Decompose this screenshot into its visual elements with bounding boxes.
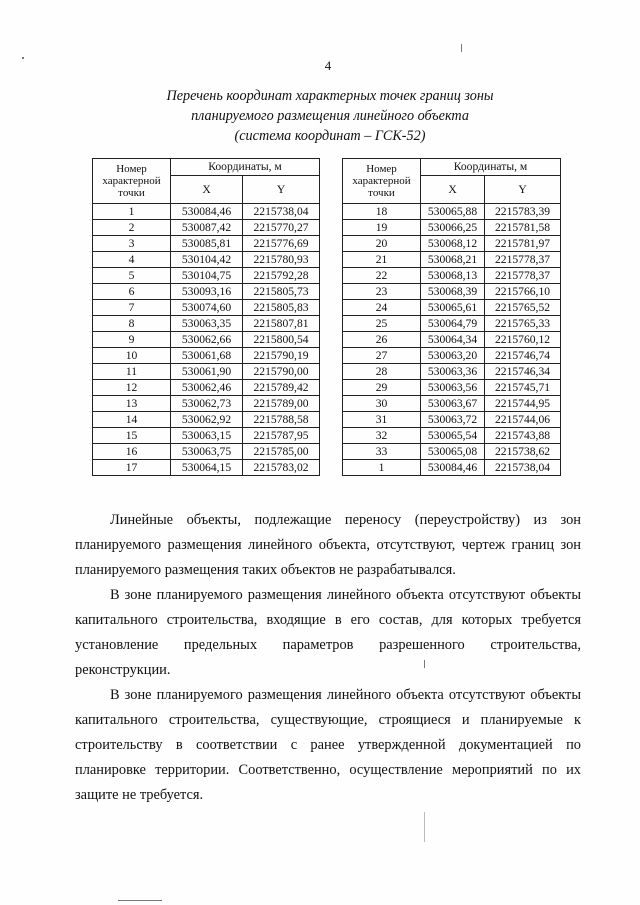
title-line-2: планируемого размещения линейного объекта <box>191 108 469 124</box>
point-number-cell: 26 <box>343 332 421 348</box>
table-row <box>93 364 320 380</box>
table-row <box>343 220 561 236</box>
y-coordinate-cell: 2215789,42 <box>243 380 320 396</box>
x-coordinate-cell: 530087,42 <box>171 220 243 236</box>
point-number-cell: 3 <box>93 236 171 252</box>
point-number-cell: 10 <box>93 348 171 364</box>
table-row <box>93 204 320 220</box>
y-coordinate-cell: 2215760,12 <box>485 332 561 348</box>
scan-mark <box>461 44 462 52</box>
page-number: 4 <box>324 58 332 73</box>
paragraph-capital-construction <box>75 583 581 683</box>
header-y: Y <box>485 176 561 204</box>
point-number-cell: 7 <box>93 300 171 316</box>
table-row <box>93 268 320 284</box>
point-number-cell: 5 <box>93 268 171 284</box>
point-number-cell: 29 <box>343 380 421 396</box>
y-coordinate-cell: 2215738,62 <box>485 444 561 460</box>
point-number-cell: 25 <box>343 316 421 332</box>
header-coordinates: Координаты, м <box>171 159 320 176</box>
y-coordinate-cell: 2215789,00 <box>243 396 320 412</box>
table-row <box>93 220 320 236</box>
y-coordinate-cell: 2215792,28 <box>243 268 320 284</box>
x-coordinate-cell: 530104,42 <box>171 252 243 268</box>
x-coordinate-cell: 530084,46 <box>171 204 243 220</box>
y-coordinate-cell: 2215805,73 <box>243 284 320 300</box>
x-coordinate-cell: 530061,68 <box>171 348 243 364</box>
point-number-cell: 22 <box>343 268 421 284</box>
x-coordinate-cell: 530064,79 <box>421 316 485 332</box>
x-coordinate-cell: 530065,88 <box>421 204 485 220</box>
x-coordinate-cell: 530062,73 <box>171 396 243 412</box>
y-coordinate-cell: 2215778,37 <box>485 252 561 268</box>
table-row <box>343 332 561 348</box>
y-coordinate-cell: 2215783,39 <box>485 204 561 220</box>
paragraph-protection-measures <box>75 683 581 808</box>
title-line-3: (система координат – ГСК-52) <box>234 128 426 144</box>
paragraph-text: В зоне планируемого размещения линейного объекта отсутствуют объекты капитального строительства, входящие в его состав, для которых требуется установление предельных параметров разрешенного строительства, реконструкции. <box>75 587 581 678</box>
header-x: X <box>421 176 485 204</box>
point-number-cell: 1 <box>93 204 171 220</box>
x-coordinate-cell: 530064,15 <box>171 460 243 476</box>
point-number-cell: 23 <box>343 284 421 300</box>
table-row <box>343 348 561 364</box>
table-row <box>93 428 320 444</box>
x-coordinate-cell: 530063,15 <box>171 428 243 444</box>
table-row <box>93 396 320 412</box>
table-row <box>93 460 320 476</box>
point-number-cell: 27 <box>343 348 421 364</box>
point-number-cell: 18 <box>343 204 421 220</box>
table-row <box>343 412 561 428</box>
table-row <box>343 252 561 268</box>
point-number-cell: 1 <box>343 460 421 476</box>
point-number-cell: 21 <box>343 252 421 268</box>
table-row <box>93 284 320 300</box>
x-coordinate-cell: 530063,56 <box>421 380 485 396</box>
point-number-cell: 28 <box>343 364 421 380</box>
table-row <box>93 380 320 396</box>
y-coordinate-cell: 2215746,74 <box>485 348 561 364</box>
point-number-cell: 2 <box>93 220 171 236</box>
point-number-cell: 24 <box>343 300 421 316</box>
x-coordinate-cell: 530062,46 <box>171 380 243 396</box>
table-row <box>343 428 561 444</box>
y-coordinate-cell: 2215778,37 <box>485 268 561 284</box>
header-x: X <box>171 176 243 204</box>
point-number-cell: 4 <box>93 252 171 268</box>
point-number-cell: 20 <box>343 236 421 252</box>
y-coordinate-cell: 2215788,58 <box>243 412 320 428</box>
y-coordinate-cell: 2215738,04 <box>485 460 561 476</box>
x-coordinate-cell: 530065,61 <box>421 300 485 316</box>
y-coordinate-cell: 2215738,04 <box>243 204 320 220</box>
y-coordinate-cell: 2215790,00 <box>243 364 320 380</box>
point-number-cell: 31 <box>343 412 421 428</box>
point-number-cell: 19 <box>343 220 421 236</box>
x-coordinate-cell: 530074,60 <box>171 300 243 316</box>
scan-mark <box>424 812 425 842</box>
table-row <box>93 236 320 252</box>
x-coordinate-cell: 530093,16 <box>171 284 243 300</box>
x-coordinate-cell: 530068,13 <box>421 268 485 284</box>
y-coordinate-cell: 2215780,93 <box>243 252 320 268</box>
paragraph-text: Линейные объекты, подлежащие переносу (переустройству) из зон планируемого размещения линейного объекта, отсутствуют, чертеж границ зон планируемого размещения таких объектов не разрабатывался. <box>75 512 581 578</box>
table-row <box>343 316 561 332</box>
y-coordinate-cell: 2215746,34 <box>485 364 561 380</box>
point-number-cell: 12 <box>93 380 171 396</box>
x-coordinate-cell: 530104,75 <box>171 268 243 284</box>
table-row <box>343 284 561 300</box>
table-row <box>93 444 320 460</box>
x-coordinate-cell: 530063,72 <box>421 412 485 428</box>
scan-mark <box>22 57 24 59</box>
x-coordinate-cell: 530061,90 <box>171 364 243 380</box>
y-coordinate-cell: 2215743,88 <box>485 428 561 444</box>
y-coordinate-cell: 2215744,95 <box>485 396 561 412</box>
point-number-cell: 17 <box>93 460 171 476</box>
point-number-cell: 30 <box>343 396 421 412</box>
x-coordinate-cell: 530068,12 <box>421 236 485 252</box>
scan-mark <box>424 660 425 668</box>
point-number-cell: 32 <box>343 428 421 444</box>
table-row <box>343 460 561 476</box>
table-row <box>93 348 320 364</box>
table-row <box>343 236 561 252</box>
y-coordinate-cell: 2215765,52 <box>485 300 561 316</box>
header-coordinates: Координаты, м <box>421 159 561 176</box>
x-coordinate-cell: 530064,34 <box>421 332 485 348</box>
x-coordinate-cell: 530066,25 <box>421 220 485 236</box>
x-coordinate-cell: 530063,20 <box>421 348 485 364</box>
scan-mark <box>118 900 162 901</box>
point-number-cell: 15 <box>93 428 171 444</box>
point-number-cell: 16 <box>93 444 171 460</box>
x-coordinate-cell: 530063,36 <box>421 364 485 380</box>
table-row <box>93 412 320 428</box>
y-coordinate-cell: 2215776,69 <box>243 236 320 252</box>
x-coordinate-cell: 530063,67 <box>421 396 485 412</box>
x-coordinate-cell: 530068,39 <box>421 284 485 300</box>
page-title <box>100 86 560 146</box>
y-coordinate-cell: 2215745,71 <box>485 380 561 396</box>
x-coordinate-cell: 530065,54 <box>421 428 485 444</box>
point-number-cell: 8 <box>93 316 171 332</box>
coordinates-table-right <box>342 158 561 476</box>
y-coordinate-cell: 2215785,00 <box>243 444 320 460</box>
point-number-cell: 9 <box>93 332 171 348</box>
table-row <box>343 204 561 220</box>
y-coordinate-cell: 2215807,81 <box>243 316 320 332</box>
paragraph-text: В зоне планируемого размещения линейного объекта отсутствуют объекты капитального строительства, существующие, строящиеся и планируемые к строительству в соответствии с ранее утвержденной документацией по планировке территории. Соответственно, осуществление мероприятий по их защите не требуется. <box>75 687 581 803</box>
y-coordinate-cell: 2215781,58 <box>485 220 561 236</box>
table-row <box>343 300 561 316</box>
table-row <box>343 380 561 396</box>
y-coordinate-cell: 2215766,10 <box>485 284 561 300</box>
point-number-cell: 11 <box>93 364 171 380</box>
y-coordinate-cell: 2215744,06 <box>485 412 561 428</box>
title-line-1: Перечень координат характерных точек границ зоны <box>166 88 494 104</box>
coordinates-table-left <box>92 158 320 476</box>
point-number-cell: 13 <box>93 396 171 412</box>
y-coordinate-cell: 2215765,33 <box>485 316 561 332</box>
table-row <box>93 252 320 268</box>
x-coordinate-cell: 530063,75 <box>171 444 243 460</box>
header-y: Y <box>243 176 320 204</box>
table-row <box>93 300 320 316</box>
y-coordinate-cell: 2215783,02 <box>243 460 320 476</box>
point-number-cell: 14 <box>93 412 171 428</box>
header-point-number: Номер характерной точки <box>93 159 171 204</box>
x-coordinate-cell: 530062,92 <box>171 412 243 428</box>
paragraph-linear-objects <box>75 508 581 583</box>
x-coordinate-cell: 530065,08 <box>421 444 485 460</box>
table-row <box>343 364 561 380</box>
x-coordinate-cell: 530063,35 <box>171 316 243 332</box>
y-coordinate-cell: 2215805,83 <box>243 300 320 316</box>
y-coordinate-cell: 2215787,95 <box>243 428 320 444</box>
table-row <box>343 396 561 412</box>
x-coordinate-cell: 530085,81 <box>171 236 243 252</box>
table-row <box>93 332 320 348</box>
header-point-number: Номер характерной точки <box>343 159 421 204</box>
point-number-cell: 6 <box>93 284 171 300</box>
y-coordinate-cell: 2215781,97 <box>485 236 561 252</box>
x-coordinate-cell: 530068,21 <box>421 252 485 268</box>
y-coordinate-cell: 2215790,19 <box>243 348 320 364</box>
x-coordinate-cell: 530084,46 <box>421 460 485 476</box>
x-coordinate-cell: 530062,66 <box>171 332 243 348</box>
table-row <box>343 444 561 460</box>
y-coordinate-cell: 2215770,27 <box>243 220 320 236</box>
table-row <box>343 268 561 284</box>
table-row <box>93 316 320 332</box>
point-number-cell: 33 <box>343 444 421 460</box>
y-coordinate-cell: 2215800,54 <box>243 332 320 348</box>
